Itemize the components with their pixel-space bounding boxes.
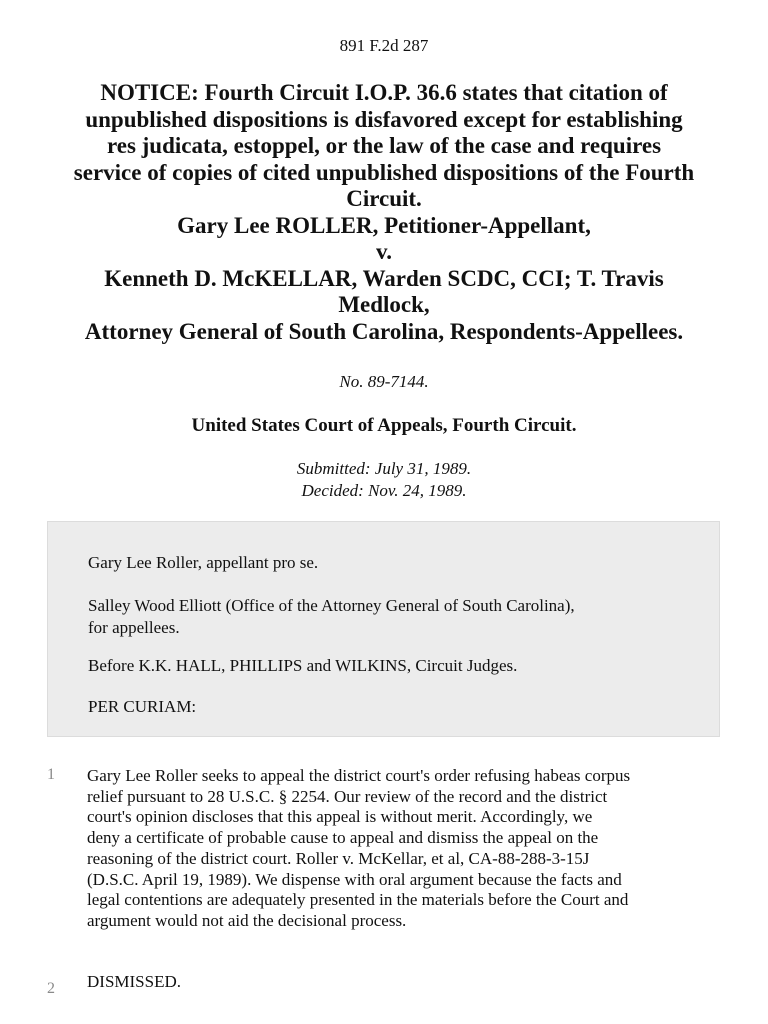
notice-line: service of copies of cited unpublished dispositions of the Fourth [73,159,695,185]
counsel-panel [47,521,720,737]
party-line: Kenneth D. McKELLAR, Warden SCDC, CCI; T. Travis [104,265,664,291]
paragraph-number: 1 [47,766,55,783]
case-citation: 891 F.2d 287 [339,36,429,55]
party-line: Attorney General of South Carolina, Respondents-Appellees. [84,318,684,344]
court-name: United States Court of Appeals, Fourth Circuit. [191,415,577,436]
paragraph-line: Gary Lee Roller seeks to appeal the district court's order refusing habeas corpus [87,766,631,785]
notice-line: res judicata, estoppel, or the law of the case and requires [106,133,662,158]
judges-line: Before K.K. HALL, PHILLIPS and WILKINS, Circuit Judges. [88,656,518,675]
paragraph-number: 2 [47,980,55,997]
notice-line: NOTICE: Fourth Circuit I.O.P. 36.6 states that citation of [100,80,668,105]
paragraph-line: (D.S.C. April 19, 1989). We dispense with oral argument because the facts and [87,869,622,889]
docket-number: No. 89-7144. [339,372,429,391]
per-curiam: PER CURIAM: [88,697,197,716]
party-line: v. [376,239,392,264]
paragraph-line: court's opinion discloses that this appeal is without merit. Accordingly, we [87,807,593,827]
party-line: Medlock, [338,292,430,317]
appellees-counsel-line: Salley Wood Elliott (Office of the Attorney General of South Carolina), [88,596,575,615]
paragraph-line: argument would not aid the decisional process. [87,910,407,930]
party-line: Gary Lee ROLLER, Petitioner-Appellant, [177,212,591,238]
notice-line: unpublished dispositions is disfavored except for establishing [85,106,683,132]
paragraph-text [87,766,727,932]
disposition: DISMISSED. [87,972,181,991]
paragraph-line: relief pursuant to 28 U.S.C. § 2254. Our review of the record and the district [87,786,608,806]
case-heading [40,80,728,345]
paragraph-line: deny a certificate of probable cause to appeal and dismiss the appeal on the [87,828,599,848]
paragraph-text [87,972,727,993]
notice-line: Circuit. [346,186,422,211]
submitted-date: Submitted: July 31, 1989. [296,459,472,478]
case-dates [0,458,768,502]
appellant-counsel: Gary Lee Roller, appellant pro se. [88,553,319,572]
paragraph-line: legal contentions are adequately presented in the materials before the Court and [87,890,629,910]
paragraph-line: reasoning of the district court. Roller v. McKellar, et al, CA-88-288-3-15J [87,848,590,868]
decided-date: Decided: Nov. 24, 1989. [301,481,467,500]
appellees-counsel-line: for appellees. [88,618,180,637]
